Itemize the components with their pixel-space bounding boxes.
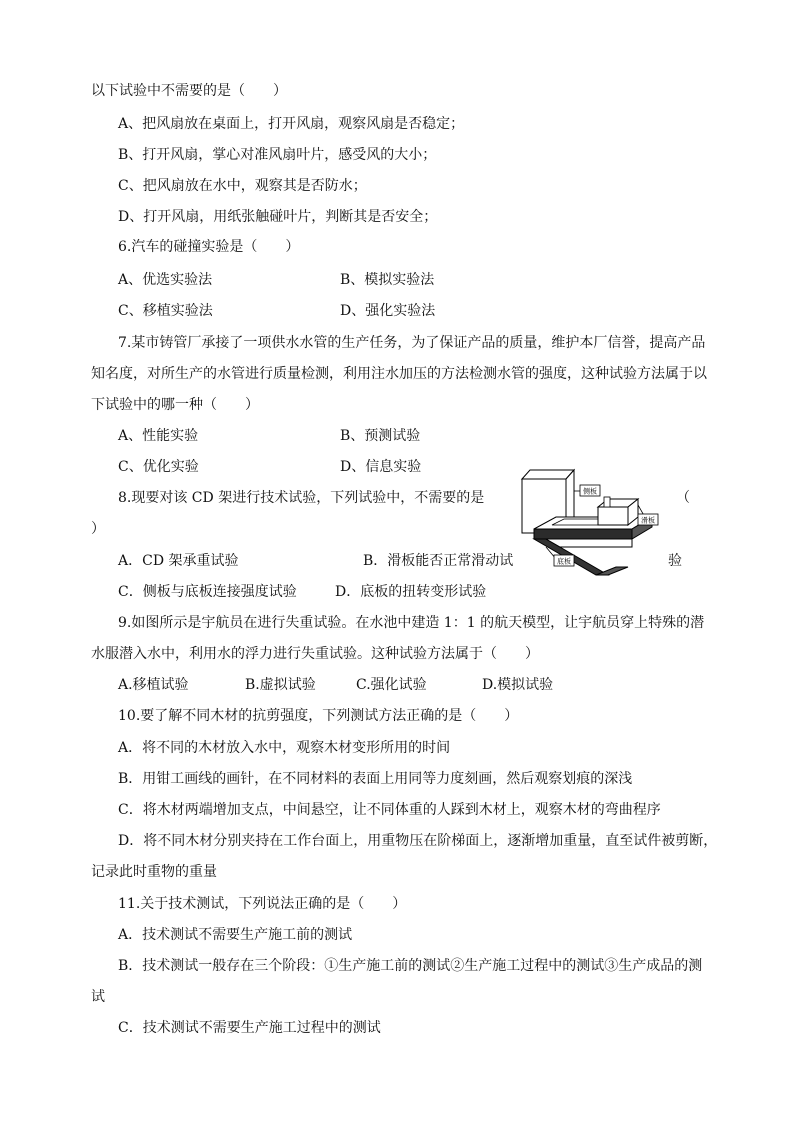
question-10-option-c: C．将木材两端增加支点，中间悬空，让不同体重的人踩到木材上，观察木材的弯曲程序: [118, 802, 661, 818]
question-6-option-d: D、强化实验法: [340, 303, 436, 319]
question-7-option-c: C、优化实验: [118, 459, 199, 475]
question-9-stem-line-1: 9.如图所示是宇航员在进行失重试验。在水池中建造 1：1 的航天模型，让宇航员穿上特殊的潜: [118, 615, 705, 631]
question-7-option-d: D、信息实验: [340, 459, 422, 475]
question-8-paren-open: （: [676, 490, 690, 506]
question-11-option-c: C．技术测试不需要生产施工过程中的测试: [118, 1020, 381, 1036]
question-8-option-a: A．CD 架承重试验: [118, 553, 239, 569]
question-11-option-b-cont: 试: [91, 989, 105, 1005]
question-7-option-b: B、预测试验: [340, 428, 421, 444]
question-8-paren-close: ）: [91, 521, 105, 537]
question-11-option-a: A．技术测试不需要生产施工前的测试: [118, 927, 353, 943]
question-8-option-b: B．滑板能否正常滑动试: [363, 553, 514, 569]
question-6-stem: 6.汽车的碰撞实验是（ ）: [118, 239, 300, 255]
question-6-option-c: C、移植实验法: [118, 303, 213, 319]
question-5-option-a: A、把风扇放在桌面上，打开风扇，观察风扇是否稳定；: [118, 116, 465, 132]
question-10-stem: 10.要了解不同木材的抗剪强度，下列测试方法正确的是（ ）: [118, 708, 519, 724]
question-10-option-a: A．将不同的木材放入水中，观察木材变形所用的时间: [118, 740, 451, 756]
question-5-stem: 以下试验中不需要的是（ ）: [91, 83, 287, 99]
question-8-option-b-tail: 验: [668, 553, 682, 569]
question-5-option-d: D、打开风扇，用纸张触碰叶片，判断其是否安全；: [118, 209, 438, 225]
question-7-stem-line-2: 知名度，对所生产的水管进行质量检测，利用注水加压的方法检测水管的强度，这种试验方法属于以: [91, 366, 707, 382]
question-11-stem: 11.关于技术测试，下列说法正确的是（ ）: [118, 896, 407, 912]
cd-rack-drawing: [516, 467, 664, 577]
question-9-option-a: A.移植试验: [118, 677, 189, 693]
label-base: 底板: [557, 557, 571, 566]
label-side-panel: 侧板: [583, 487, 597, 496]
question-11-option-b: B．技术测试一般存在三个阶段：①生产施工前的测试②生产施工过程中的测试③生产成品的测: [118, 958, 703, 974]
question-7-option-a: A、性能实验: [118, 428, 199, 444]
question-7-stem-line-1: 7.某市铸管厂承接了一项供水水管的生产任务，为了保证产品的质量，维护本厂信誉，提高产品: [118, 335, 706, 351]
question-9-option-b: B.虚拟试验: [245, 677, 316, 693]
question-10-option-d-cont: 记录此时重物的重量: [91, 864, 217, 880]
question-5-option-b: B、打开风扇，掌心对准风扇叶片，感受风的大小；: [118, 147, 437, 163]
cd-rack-figure: [516, 467, 664, 577]
question-9-option-c: C.强化试验: [356, 677, 427, 693]
question-10-option-b: B．用钳工画线的画针，在不同材料的表面上用同等力度刻画，然后观察划痕的深浅: [118, 771, 633, 787]
question-6-option-a: A、优选实验法: [118, 272, 213, 288]
question-9-option-d: D.模拟试验: [482, 677, 554, 693]
question-6-option-b: B、模拟实验法: [340, 272, 435, 288]
question-8-option-d: D．底板的扭转变形试验: [335, 584, 487, 600]
question-9-stem-line-2: 水服潜入水中，利用水的浮力进行失重试验。这种试验方法属于（ ）: [91, 646, 539, 662]
label-slider: 滑板: [641, 516, 655, 525]
question-8-option-c: C．侧板与底板连接强度试验: [118, 584, 297, 600]
question-8-stem: 8.现要对该 CD 架进行技术试验，下列试验中，不需要的是: [118, 490, 485, 506]
question-5-option-c: C、把风扇放在水中，观察其是否防水；: [118, 178, 367, 194]
question-10-option-d: D．将不同木材分别夹持在工作台面上，用重物压在阶梯面上，逐渐增加重量，直至试件被剪断，: [118, 833, 718, 849]
question-7-stem-line-3: 下试验中的哪一种（ ）: [91, 397, 259, 413]
